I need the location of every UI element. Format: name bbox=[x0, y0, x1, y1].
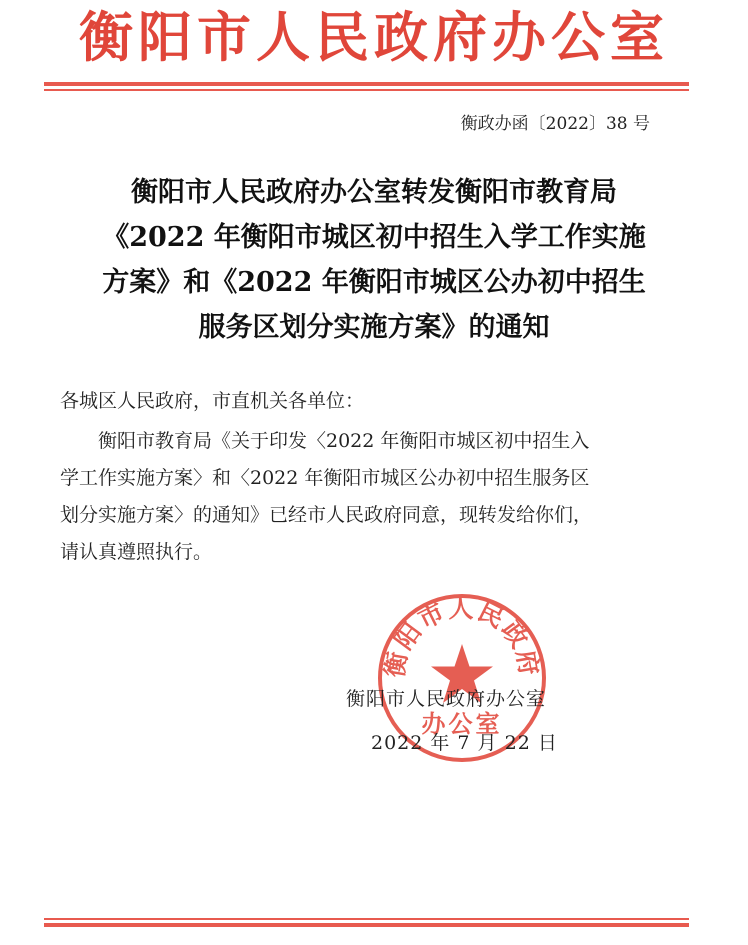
footer-rule-thick bbox=[44, 923, 689, 927]
title-line: 《2022 年衡阳市城区初中招生入学工作实施 bbox=[102, 222, 646, 253]
issue-date: 2022 年 7 月 22 日 bbox=[371, 732, 558, 754]
seal-top-text: 衡阳市人民政府 bbox=[379, 593, 545, 680]
body-line: 学工作实施方案〉和〈2022 年衡阳市城区公办初中招生服务区 bbox=[60, 467, 590, 489]
salutation: 各城区人民政府，市直机关各单位： bbox=[60, 390, 365, 412]
title-line: 衡阳市人民政府办公室转发衡阳市教育局 bbox=[131, 177, 617, 208]
body-line: 划分实施方案〉的通知》已经市人民政府同意，现转发给你们， bbox=[60, 504, 593, 526]
footer-rule-thin bbox=[44, 918, 689, 920]
body-paragraph bbox=[60, 423, 700, 571]
signature-issuer: 衡阳市人民政府办公室 bbox=[346, 688, 547, 710]
document-title bbox=[40, 170, 708, 350]
document-number: 衡政办函〔2022〕38 号 bbox=[460, 114, 650, 134]
masthead-rule-thick bbox=[44, 82, 689, 86]
body-line: 衡阳市教育局《关于印发〈2022 年衡阳市城区初中招生入 bbox=[98, 430, 590, 452]
title-line: 方案》和《2022 年衡阳市城区公办初中招生 bbox=[102, 267, 646, 298]
masthead-rule-thin bbox=[44, 89, 689, 91]
body-line: 请认真遵照执行。 bbox=[60, 541, 213, 563]
masthead-title: 衡阳市人民政府办公室 bbox=[79, 5, 669, 69]
title-line: 服务区划分实施方案》的通知 bbox=[198, 312, 550, 343]
seal-bottom-text: 办公室 bbox=[421, 709, 503, 738]
